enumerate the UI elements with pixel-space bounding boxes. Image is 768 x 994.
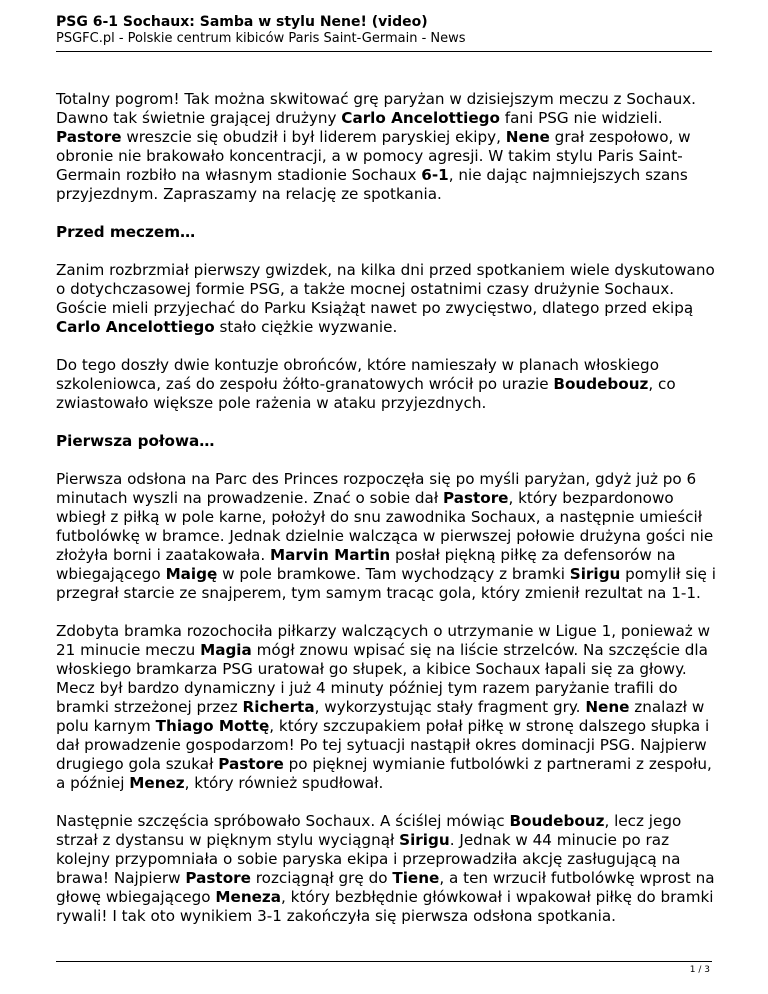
- emphasized-name: Thiago Mottę: [155, 717, 270, 735]
- emphasized-name: Pastore: [442, 489, 509, 507]
- text-run: , co zwiastowało większe pole rażenia w ataku przyjezdnych.: [56, 375, 676, 412]
- emphasized-name: Carlo Ancelottiego: [341, 109, 500, 127]
- article-title: PSG 6-1 Sochaux: Samba w stylu Nene! (video): [56, 14, 428, 30]
- text-run: , nie dając najmniejszych szans przyjezdnym. Zapraszamy na relację ze spotkania.: [56, 166, 688, 203]
- article-body: [56, 90, 716, 945]
- text-run: , wykorzystując stały fragment gry.: [314, 698, 586, 716]
- text-run: . Jednak w 44 minucie po raz kolejny przypomniała o sobie paryska ekipa i przeprowadziła akcję zasługującą na brawa! Najpierw: [56, 831, 681, 887]
- emphasized-name: Tiene: [392, 869, 440, 887]
- emphasized-name: Pastore: [56, 128, 122, 146]
- text-run: , lecz jego strzał z dystansu w pięknym stylu wyciągnął: [56, 812, 682, 849]
- section-heading-first-half: Pierwsza połowa…: [56, 432, 215, 450]
- paragraph-first-half-3: [56, 812, 716, 926]
- page-number: 1 / 3: [689, 965, 710, 975]
- paragraph-intro: [56, 90, 716, 204]
- text-run: w pole bramkowe. Tam wychodzący z bramki: [217, 565, 570, 583]
- site-name: PSGFC.pl - Polskie centrum kibiców Paris Saint-Germain - News: [56, 31, 466, 46]
- footer-divider: [56, 961, 712, 962]
- emphasized-name: Pastore: [185, 869, 251, 887]
- emphasized-name: Sirigu: [569, 565, 621, 583]
- text-run: , a ten wrzucił futbolówkę wprost na głowę wbiegającego: [56, 869, 715, 906]
- text-run: po pięknej wymianie futbolówki z partnerami z zespołu, a później: [56, 755, 712, 792]
- text-run: , który bezbłędnie główkował i wpakował piłkę do bramki rywali! I tak oto wynikiem 3-1 zakończyła się pierwsza odsłona spotkania.: [56, 888, 714, 925]
- emphasized-name: Magia: [200, 641, 252, 659]
- emphasized-name: Maigę: [165, 565, 218, 583]
- emphasized-name: Nene: [505, 128, 550, 146]
- document-header: [56, 14, 712, 47]
- text-run: grał zespołowo, w obronie nie brakowało koncentracji, a w pomocy agresji. W takim stylu Paris Saint-Germain rozbiło na własnym stadionie Sochaux: [56, 128, 691, 184]
- text-run: posłał piękną piłkę za defensorów na wbiegającego: [56, 546, 676, 583]
- text-run: wreszcie się obudził i był liderem paryskiej ekipy,: [121, 128, 506, 146]
- text-run: , który bezpardonowo wbiegł z piłką w pole karne, położył do snu zawodnika Sochaux, a następnie umieścił futbolówkę w bramce. Jednak dzielnie walcząca w pierwszej połowie drużyna gości nie złożyła borni i zaatakowała.: [56, 489, 714, 564]
- paragraph-before-match-1: [56, 261, 716, 337]
- text-run: , który również spudłował.: [184, 774, 384, 792]
- emphasized-name: Boudebouz: [509, 812, 605, 830]
- emphasized-name: Menez: [129, 774, 185, 792]
- paragraph-first-half-2: [56, 622, 716, 793]
- header-divider: [56, 51, 712, 52]
- text-run: rozciągnął grę do: [250, 869, 393, 887]
- text-run: fani PSG nie widzieli.: [499, 109, 663, 127]
- paragraph-first-half-1: [56, 470, 716, 603]
- emphasized-name: Marvin Martin: [270, 546, 391, 564]
- emphasized-name: Boudebouz: [553, 375, 649, 393]
- text-run: znalazł w polu karnym: [56, 698, 705, 735]
- text-run: stało ciężkie wyzwanie.: [214, 318, 398, 336]
- section-heading-before-match: Przed meczem…: [56, 223, 196, 241]
- text-run: Zanim rozbrzmiał pierwszy gwizdek, na kilka dni przed spotkaniem wiele dyskutowano o dotychczasowej formie PSG, a także mocnej ostatnimi czasy drużynie Sochaux. Goście mieli przyjechać do Parku Książąt nawet po zwycięstwo, dlatego przed ekipą: [56, 261, 715, 317]
- text-run: Totalny pogrom! Tak można skwitować grę paryżan w dzisiejszym meczu z Sochaux. Dawno tak świetnie grającej drużyny: [56, 90, 697, 127]
- emphasized-name: Sirigu: [399, 831, 450, 849]
- text-run: , który szczupakiem połał piłkę w stronę dalszego słupka i dał prowadzenie gospodarzom! Po tej sytuacji nastąpił okres dominacji PSG. Najpierw drugiego gola szukał: [56, 717, 710, 773]
- text-run: mógł znowu wpisać się na liście strzelców. Na szczęście dla włoskiego bramkarza PSG uratował go słupek, a kibice Sochaux łapali się za głowy. Mecz był bardzo dynamiczny i już 4 minuty później tym razem paryżanie trafili do bramki strzeżonej przez: [56, 641, 708, 716]
- emphasized-name: Carlo Ancelottiego: [56, 318, 215, 336]
- emphasized-name: Nene: [585, 698, 630, 716]
- text-run: Pierwsza odsłona na Parc des Princes rozpoczęła się po myśli paryżan, gdyż już po 6 minutach wyszli na prowadzenie. Znać o sobie dał: [56, 470, 697, 507]
- emphasized-name: Pastore: [218, 755, 284, 773]
- text-run: Zdobyta bramka rozochociła piłkarzy walczących o utrzymanie w Ligue 1, ponieważ w 21 minucie meczu: [56, 622, 710, 659]
- text-run: Następnie szczęścia spróbowało Sochaux. A ściślej mówiąc: [56, 812, 510, 830]
- emphasized-name: Richerta: [242, 698, 315, 716]
- paragraph-before-match-2: [56, 356, 716, 413]
- text-run: Do tego doszły dwie kontuzje obrońców, które namieszały w planach włoskiego szkoleniowca, zaś do zespołu żółto-granatowych wrócił po urazie: [56, 356, 659, 393]
- emphasized-name: 6-1: [421, 166, 449, 184]
- emphasized-name: Meneza: [215, 888, 282, 906]
- text-run: pomylił się i przegrał starcie ze snajperem, tym samym tracąc gola, który zmienił rezultat na 1-1.: [56, 565, 716, 602]
